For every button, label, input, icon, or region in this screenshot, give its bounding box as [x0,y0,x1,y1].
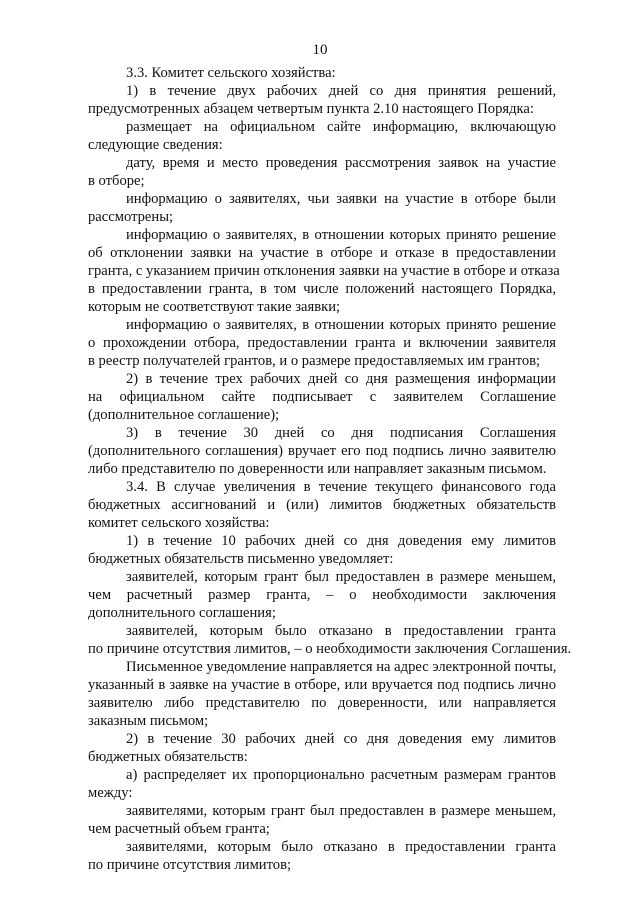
paragraph [88,658,556,730]
paragraph [88,532,556,568]
paragraph [88,316,556,370]
text-line: 1) в течение двух рабочих дней со дня принятия решений, [126,83,556,99]
text-line: (дополнительное соглашение); [88,407,280,423]
paragraph [88,118,556,154]
text-line: информацию о заявителях, в отношении которых принято решение [126,227,556,243]
text-line: рассмотрены; [88,209,174,225]
text-line: информацию о заявителях, в отношении которых принято решение [126,317,556,333]
paragraph [88,568,556,622]
paragraph [88,802,556,838]
page-number: 10 [312,42,328,58]
text-line: заявителей, которым было отказано в предоставлении гранта [126,623,556,639]
paragraph [88,370,556,424]
text-line: гранта, с указанием причин отклонения заявки на участие в отборе и отказа [88,263,560,279]
text-line: между: [88,785,133,801]
text-line: следующие сведения: [88,137,223,153]
paragraph [88,64,556,82]
text-line: которым не соответствуют такие заявки; [88,299,341,315]
paragraph [88,154,556,190]
paragraph [88,766,556,802]
text-line: по причине отсутствия лимитов, – о необходимости заключения Соглашения. [88,641,572,657]
text-line: на официальном сайте подписывает с заявителем Соглашение [88,389,556,405]
text-line: о прохождении отбора, предоставлении гранта и включении заявителя [88,335,556,351]
body-text [88,64,572,874]
text-line: 3) в течение 30 дней со дня подписания Соглашения [126,425,556,441]
text-line: по причине отсутствия лимитов; [88,857,292,873]
paragraph [88,424,556,478]
text-line: заявителями, которым было отказано в предоставлении гранта [126,839,556,855]
text-line: бюджетных обязательств письменно уведомляет: [88,551,394,567]
text-line: 2) в течение 30 рабочих дней со дня доведения ему лимитов [126,731,556,747]
text-line: 3.3. Комитет сельского хозяйства: [126,65,336,81]
text-line: в предоставлении гранта, в том числе положений настоящего Порядка, [88,281,556,297]
paragraph [88,190,556,226]
text-line: в отборе; [88,173,145,189]
text-line: 2) в течение трех рабочих дней со дня размещения информации [126,371,556,387]
text-line: заявителю либо представителю по доверенности, или направляется [88,695,556,711]
paragraph [88,838,556,874]
text-line: бюджетных обязательств: [88,749,248,765]
text-line: дату, время и место проведения рассмотрения заявок на участие [126,155,556,171]
text-line: в реестр получателей грантов, и о размере предоставляемых им грантов; [88,353,541,369]
text-line: 3.4. В случае увеличения в течение текущего финансового года [126,479,556,495]
text-line: предусмотренных абзацем четвертым пункта 2.10 настоящего Порядка: [88,101,534,117]
paragraph [88,82,556,118]
paragraph [88,226,560,316]
text-line: об отклонении заявки на участие в отборе и отказе в предоставлении [88,245,556,261]
paragraph [88,478,556,532]
text-line: бюджетных ассигнований и (или) лимитов бюджетных обязательств [88,497,556,513]
text-line: заявителей, которым грант был предоставлен в размере меньшем, [126,569,556,585]
text-line: чем расчетный размер гранта, – о необходимости заключения [88,587,556,603]
text-line: дополнительного соглашения; [88,605,276,621]
text-line: а) распределяет их пропорционально расчетным размерам грантов [126,767,556,783]
paragraph [88,622,572,658]
text-line: размещает на официальном сайте информацию, включающую [126,119,556,135]
text-line: либо представителю по доверенности или направляет заказным письмом. [88,461,547,477]
paragraph [88,730,556,766]
text-line: Письменное уведомление направляется на адрес электронной почты, [126,659,557,675]
text-line: заявителями, которым грант был предоставлен в размере меньшем, [126,803,556,819]
text-line: комитет сельского хозяйства: [88,515,270,531]
text-line: заказным письмом; [88,713,209,729]
text-line: информацию о заявителях, чьи заявки на участие в отборе были [126,191,556,207]
text-line: 1) в течение 10 рабочих дней со дня доведения ему лимитов [126,533,556,549]
text-line: (дополнительного соглашения) вручает его под подпись лично заявителю [88,443,556,459]
text-line: чем расчетный объем гранта; [88,821,270,837]
text-line: указанный в заявке на участие в отборе, или вручается под подпись лично [88,677,556,693]
